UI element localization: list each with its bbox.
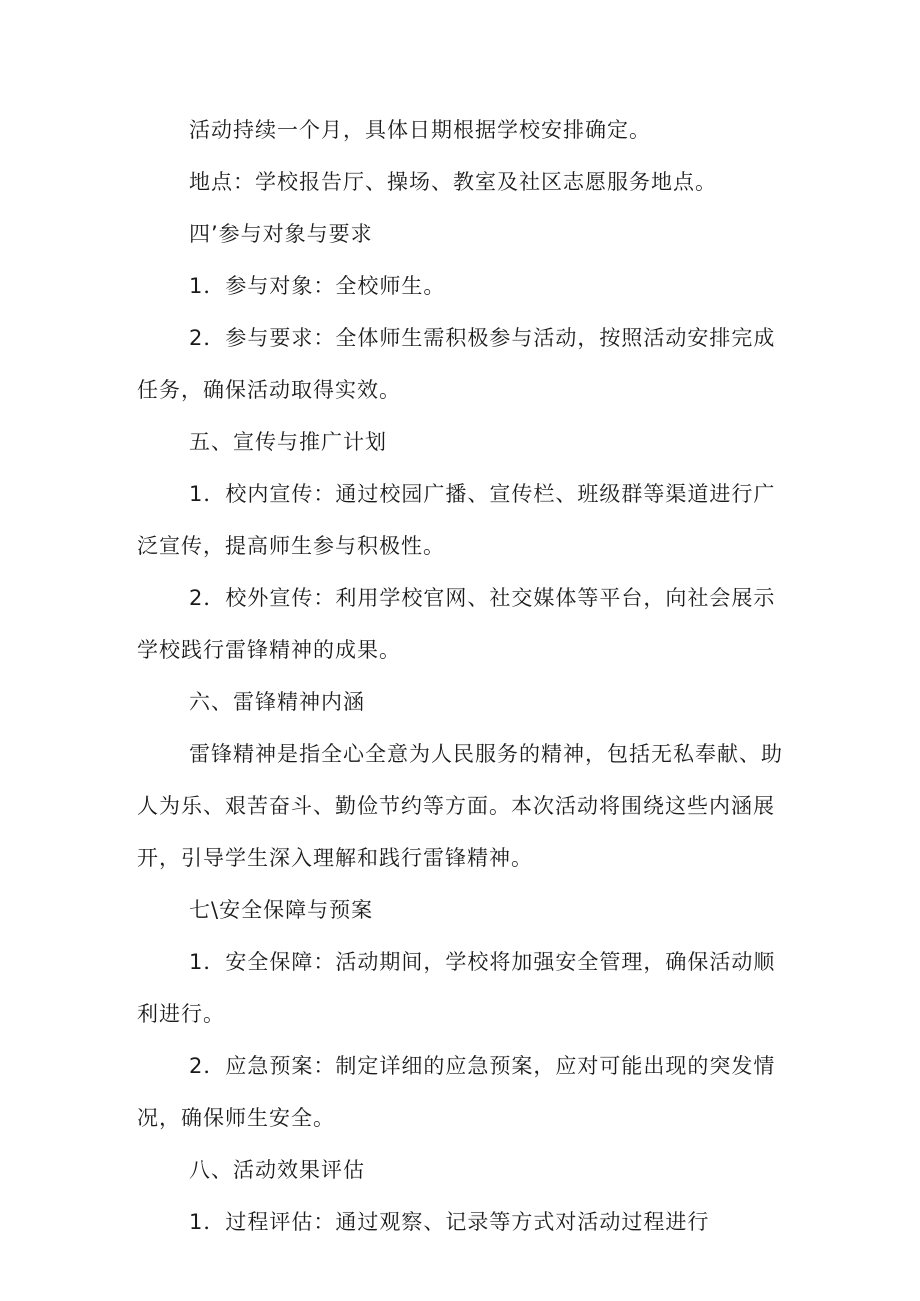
heading-evaluation: 八、活动效果评估 bbox=[189, 1158, 365, 1182]
paragraph-lei-feng-spirit: 雷锋精神是指全心全意为人民服务的精神，包括无私奉献、助人为乐、艰苦奋斗、勤俭节约等方面。本次活动将围绕这些内涵展开，引导学生深入理解和践行雷锋精神。 bbox=[137, 742, 783, 870]
paragraph-participants: 1．参与对象：全校师生。 bbox=[189, 274, 446, 298]
heading-publicity: 五、宣传与推广计划 bbox=[189, 430, 387, 454]
paragraph-external-publicity: 2．校外宣传：利用学校官网、社交媒体等平台，向社会展示学校践行雷锋精神的成果。 bbox=[137, 586, 776, 662]
document-body bbox=[137, 104, 797, 1248]
paragraph-location: 地点：学校报告厅、操场、教室及社区志愿服务地点。 bbox=[189, 170, 717, 194]
heading-lei-feng-spirit: 六、雷锋精神内涵 bbox=[189, 690, 365, 714]
paragraph-requirements: 2．参与要求：全体师生需积极参与活动，按照活动安排完成任务，确保活动取得实效。 bbox=[137, 326, 776, 402]
paragraph-process-evaluation: 1．过程评估：通过观察、记录等方式对活动过程进行 bbox=[189, 1210, 710, 1234]
paragraph-safety: 1．安全保障：活动期间，学校将加强安全管理，确保活动顺利进行。 bbox=[137, 950, 776, 1026]
paragraph-internal-publicity: 1．校内宣传：通过校园广播、宣传栏、班级群等渠道进行广泛宣传，提高师生参与积极性。 bbox=[137, 482, 776, 558]
heading-safety: 七\安全保障与预案 bbox=[189, 898, 374, 922]
paragraph-duration: 活动持续一个月，具体日期根据学校安排确定。 bbox=[189, 118, 651, 142]
paragraph-emergency-plan: 2．应急预案：制定详细的应急预案，应对可能出现的突发情况，确保师生安全。 bbox=[137, 1054, 776, 1130]
heading-participants: 四’参与对象与要求 bbox=[189, 222, 373, 246]
